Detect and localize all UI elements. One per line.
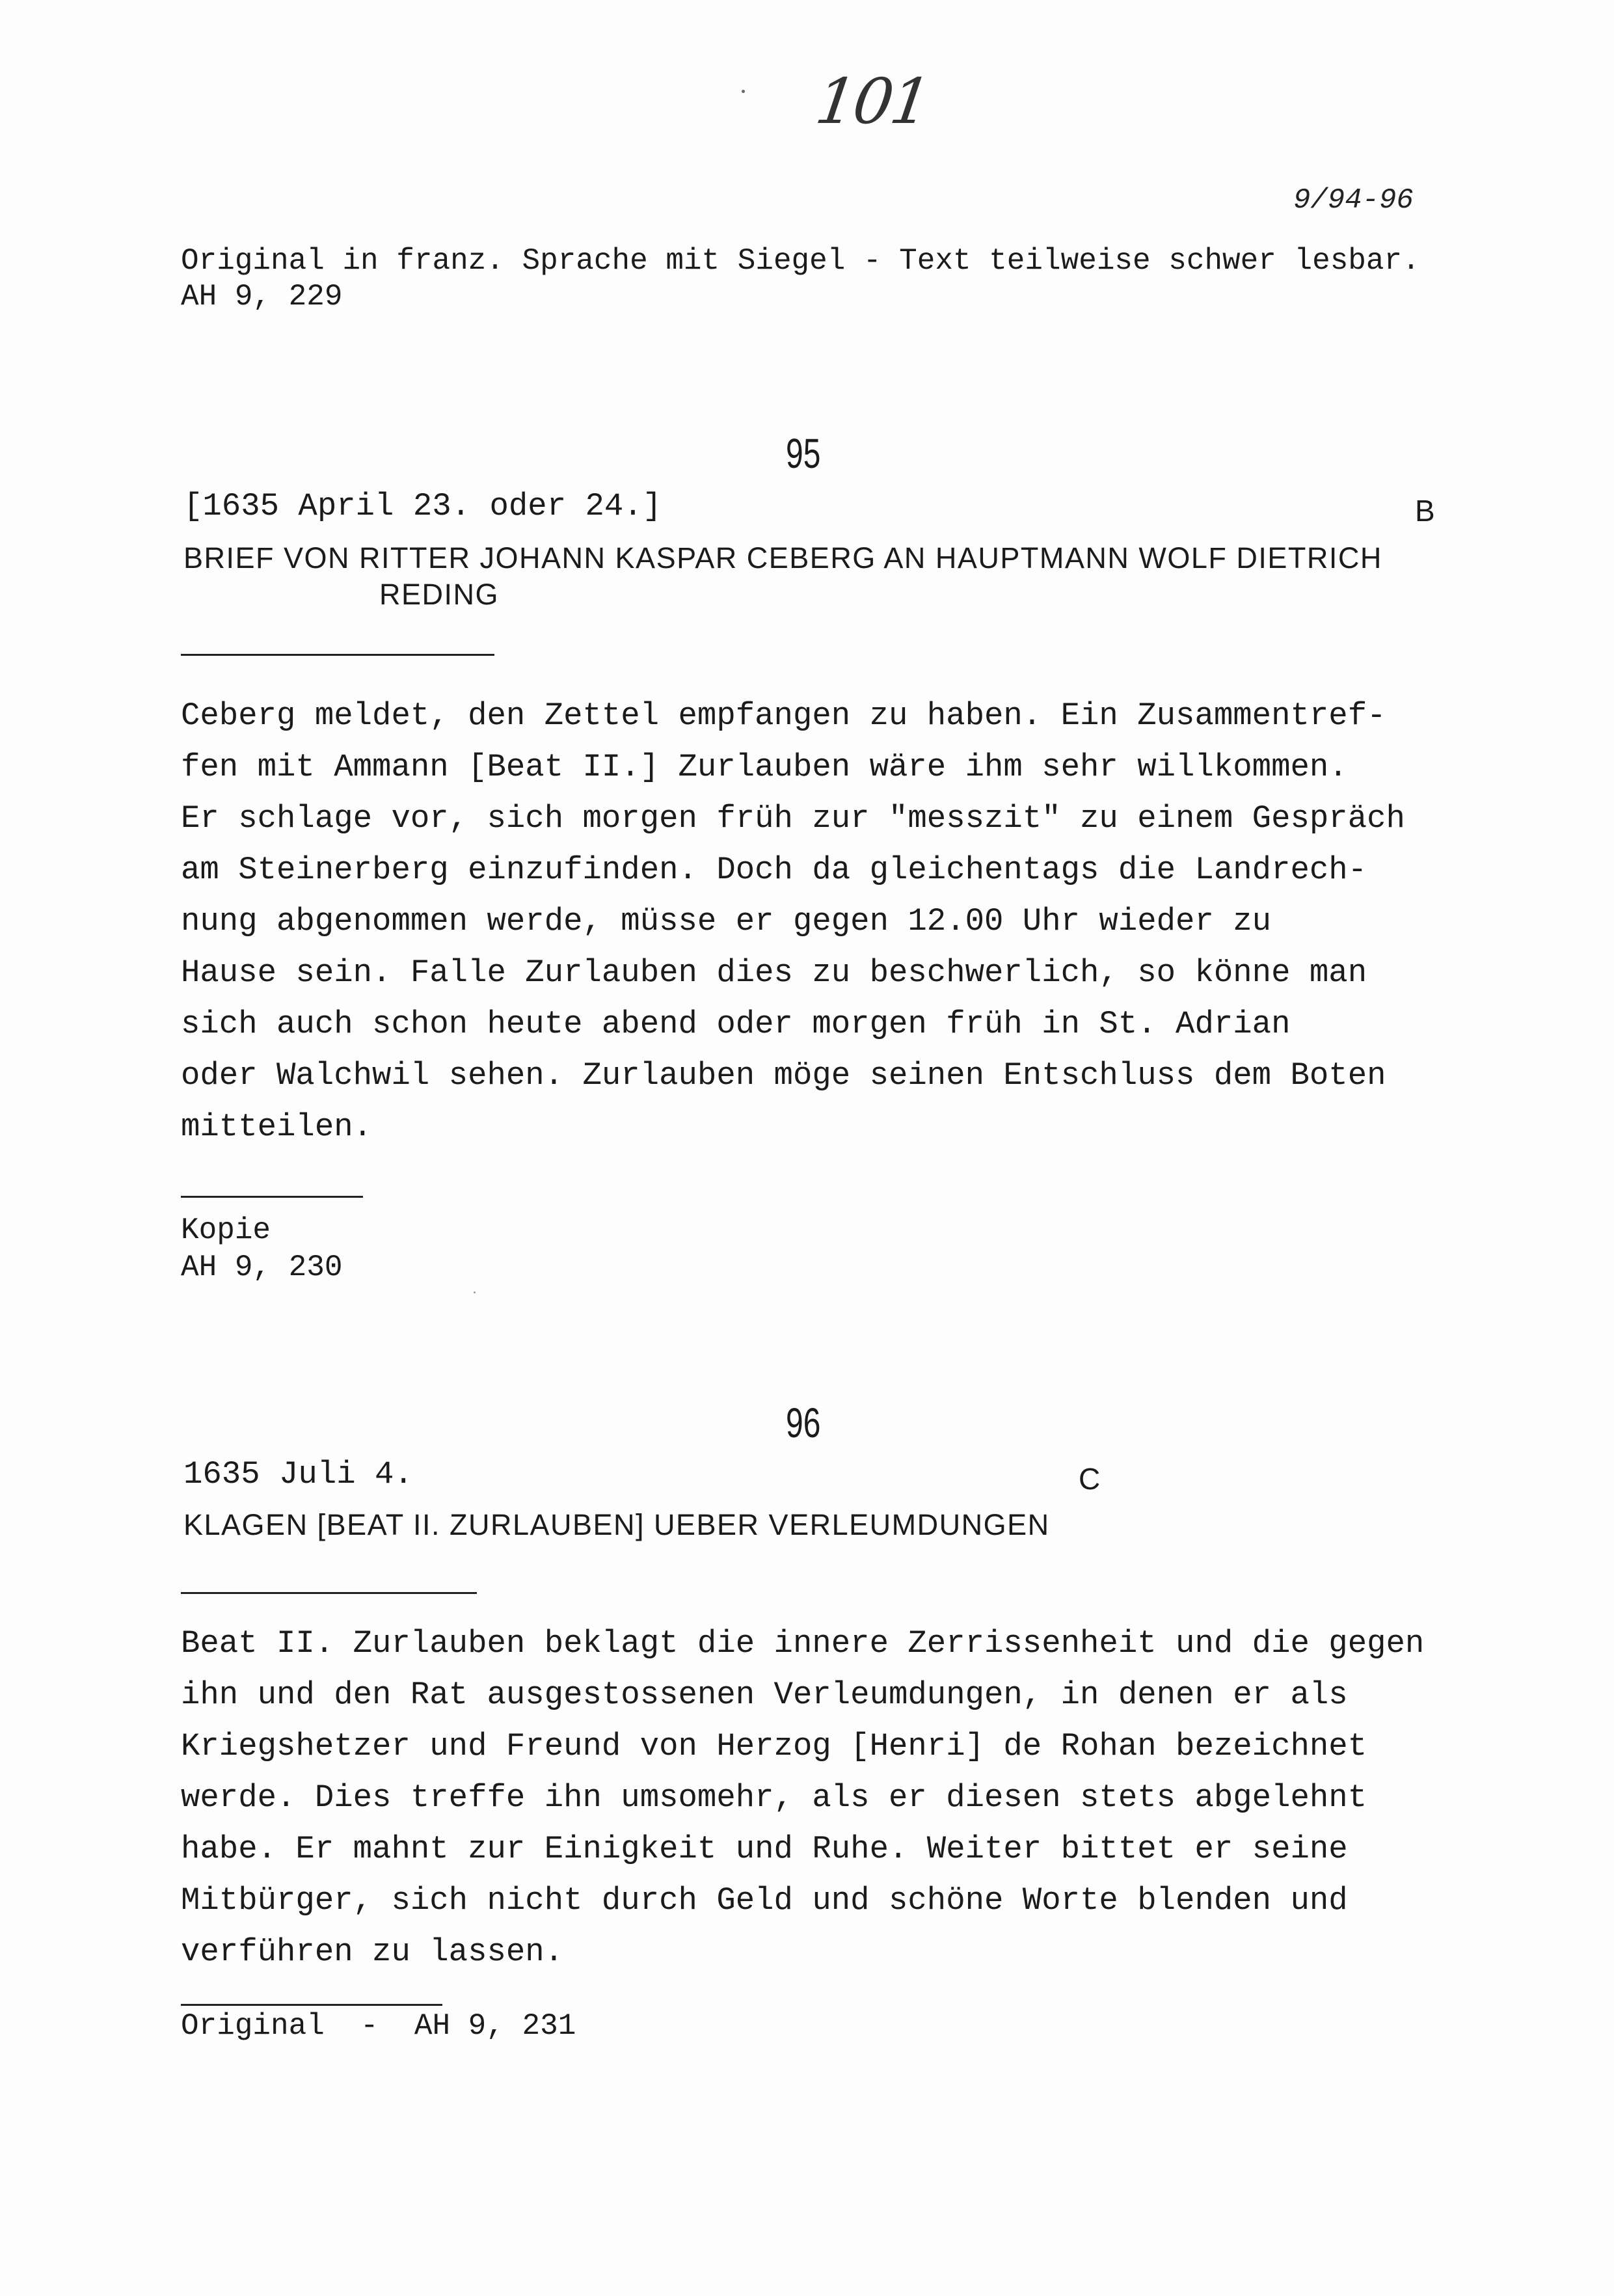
entry-96-number: 96 [786, 1399, 821, 1446]
section-divider [181, 1592, 477, 1594]
entry-95-body-line: Ceberg meldet, den Zettel empfangen zu haben. Ein Zusammentref- [181, 697, 1386, 734]
entry-95-body-line: Hause sein. Falle Zurlauben dies zu beschwerlich, so könne man [181, 954, 1367, 991]
ink-dot [742, 90, 745, 93]
entry-95-body-line: sich auch schon heute abend oder morgen früh in St. Adrian [181, 1006, 1291, 1042]
entry-95-body-line: fen mit Ammann [Beat II.] Zurlauben wäre ihm sehr willkommen. [181, 749, 1348, 785]
entry-96-date: 1635 Juli 4. [183, 1456, 413, 1492]
entry-95-source-reference: AH 9, 230 [181, 1250, 343, 1284]
entry-96-body-line: habe. Er mahnt zur Einigkeit und Ruhe. Weiter bittet er seine [181, 1831, 1348, 1867]
entry-95-date: [1635 April 23. oder 24.] [183, 488, 662, 524]
entry-96-body-line: ihn und den Rat ausgestossenen Verleumdungen, in denen er als [181, 1677, 1348, 1713]
entry-96-source: Original - AH 9, 231 [181, 2009, 576, 2043]
section-divider [181, 654, 494, 656]
scan-speck [474, 1291, 476, 1293]
entry-95-source-type: Kopie [181, 1213, 271, 1247]
intro-reference: AH 9, 229 [181, 280, 343, 314]
entry-96-title: KLAGEN [BEAT II. ZURLAUBEN] UEBER VERLEUMDUNGEN [183, 1508, 1050, 1541]
entry-96-body-line: Beat II. Zurlauben beklagt die innere Zerrissenheit und die gegen [181, 1625, 1425, 1662]
entry-95-title-cont: REDING [379, 578, 500, 611]
entry-95-body-line: nung abgenommen werde, müsse er gegen 12.00 Uhr wieder zu [181, 903, 1272, 939]
entry-95-body-line: Er schlage vor, sich morgen früh zur "messzit" zu einem Gespräch [181, 800, 1405, 837]
entry-95-category: B [1415, 494, 1435, 528]
entry-95-body-line: mitteilen. [181, 1109, 373, 1145]
archive-reference: 9/94-96 [1293, 184, 1414, 217]
entry-96-body-line: Mitbürger, sich nicht durch Geld und schöne Worte blenden und [181, 1882, 1348, 1919]
entry-96-category: C [1079, 1462, 1101, 1496]
entry-95-body-line: am Steinerberg einzufinden. Doch da gleichentags die Landrech- [181, 852, 1367, 888]
source-divider [181, 1196, 363, 1198]
source-divider [181, 2004, 442, 2006]
entry-96-body-line: verführen zu lassen. [181, 1934, 564, 1970]
entry-95-title: BRIEF VON RITTER JOHANN KASPAR CEBERG AN HAUPTMANN WOLF DIETRICH [183, 541, 1382, 574]
handwritten-page-number: 101 [811, 65, 934, 138]
intro-note: Original in franz. Sprache mit Siegel - Text teilweise schwer lesbar. [181, 244, 1420, 278]
entry-96-body-line: werde. Dies treffe ihn umsomehr, als er diesen stets abgelehnt [181, 1779, 1367, 1816]
entry-96-body-line: Kriegshetzer und Freund von Herzog [Henri] de Rohan bezeichnet [181, 1728, 1367, 1764]
entry-95-body-line: oder Walchwil sehen. Zurlauben möge seinen Entschluss dem Boten [181, 1057, 1386, 1094]
entry-95-number: 95 [786, 430, 821, 477]
